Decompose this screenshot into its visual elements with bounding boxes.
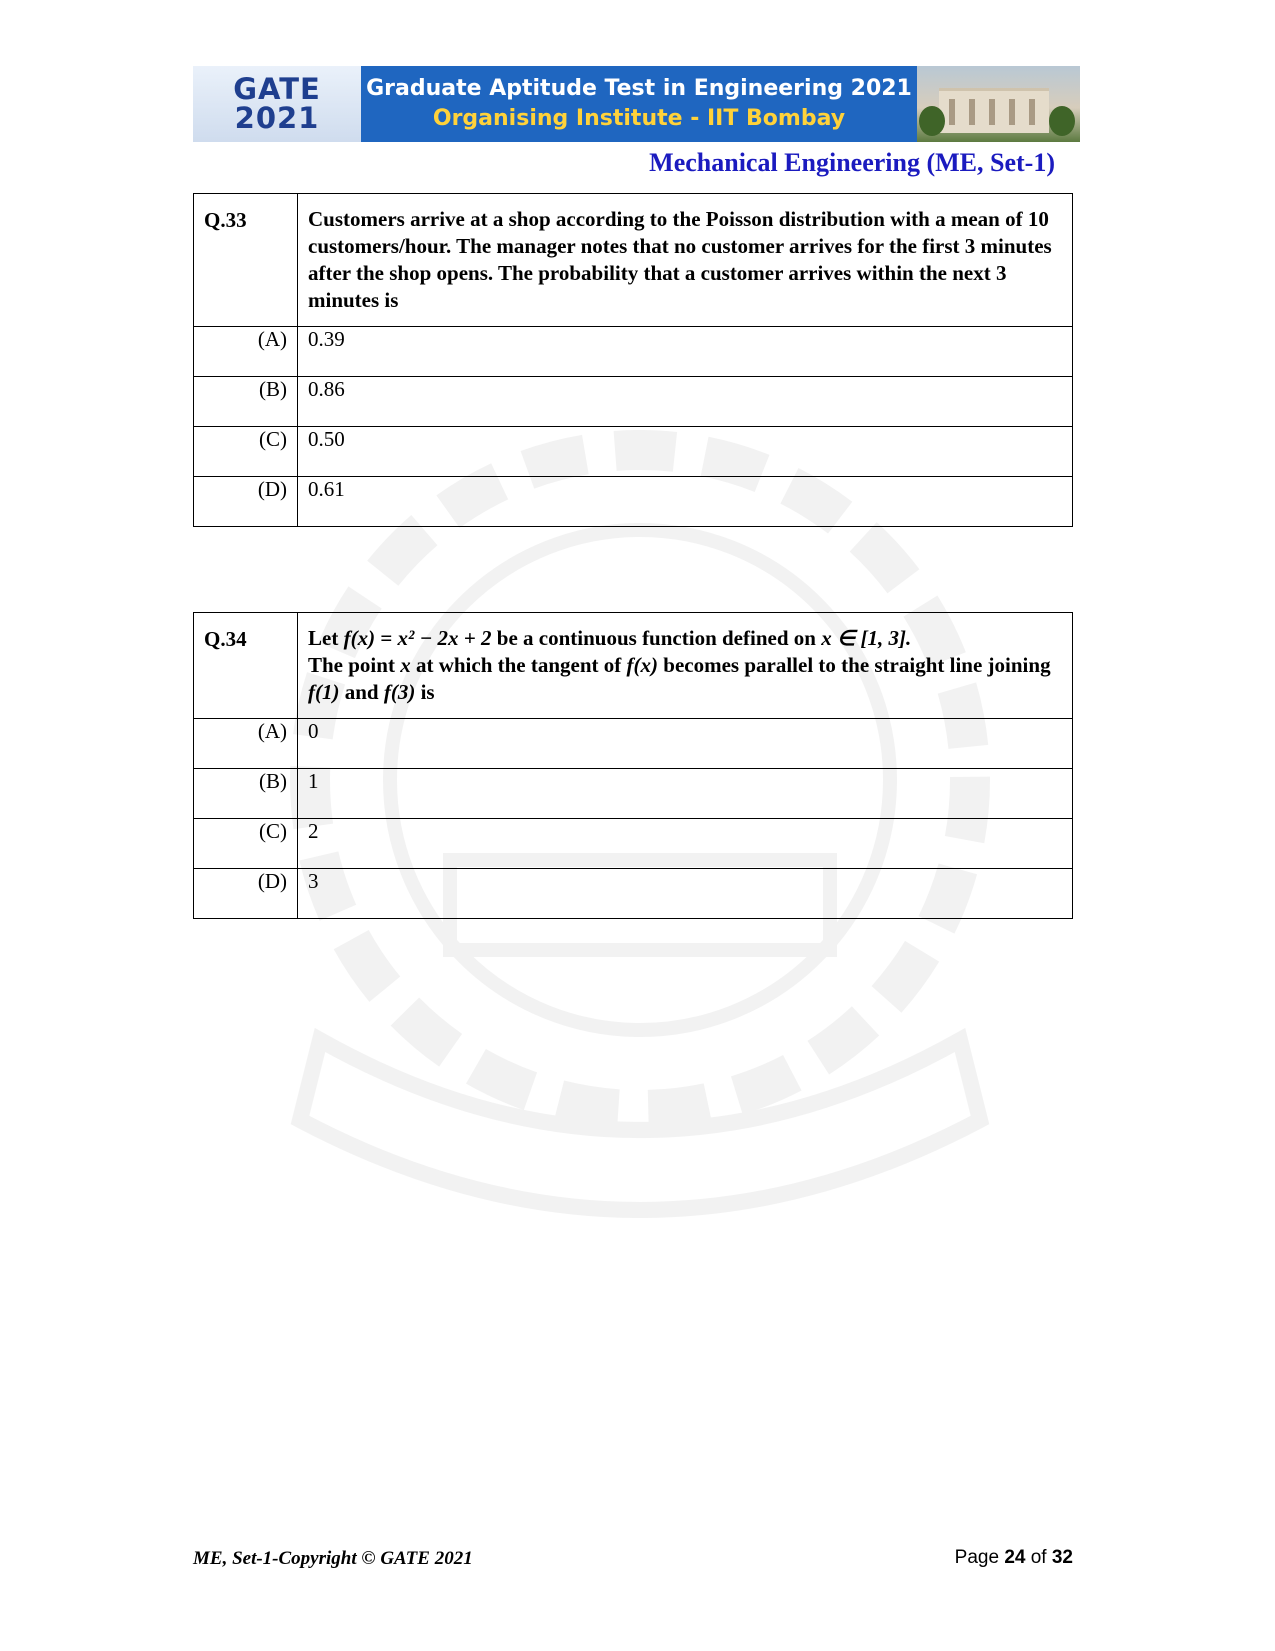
option-value: 0.86 bbox=[298, 377, 1073, 427]
option-value: 2 bbox=[298, 819, 1073, 869]
option-value: 0.61 bbox=[298, 477, 1073, 527]
question-number: Q.34 bbox=[194, 613, 298, 719]
option-value: 0 bbox=[298, 719, 1073, 769]
option-label: (A) bbox=[194, 719, 298, 769]
option-label: (C) bbox=[194, 427, 298, 477]
option-label: (C) bbox=[194, 819, 298, 869]
gate-header-banner bbox=[193, 66, 1080, 142]
option-value: 1 bbox=[298, 769, 1073, 819]
logo-line-gate: GATE bbox=[233, 72, 321, 106]
option-value: 0.50 bbox=[298, 427, 1073, 477]
option-label: (A) bbox=[194, 327, 298, 377]
option-label: (B) bbox=[194, 769, 298, 819]
footer-copyright: ME, Set-1-Copyright © GATE 2021 bbox=[193, 1548, 473, 1569]
question-table-34 bbox=[193, 612, 1073, 919]
question-text: Let f(x) = x² − 2x + 2 be a continuous function defined on x ∈ [1, 3]. The point x at which the tangent of f(x) becomes parallel to the straight line joining f(1) and f(3) is bbox=[298, 613, 1073, 719]
option-label: (D) bbox=[194, 477, 298, 527]
question-table-33 bbox=[193, 193, 1073, 527]
institute-building-photo bbox=[917, 66, 1080, 142]
question-number: Q.33 bbox=[194, 194, 298, 327]
option-label: (B) bbox=[194, 377, 298, 427]
logo-line-year: 2021 bbox=[234, 101, 320, 135]
option-value: 3 bbox=[298, 869, 1073, 919]
option-label: (D) bbox=[194, 869, 298, 919]
option-value: 0.39 bbox=[298, 327, 1073, 377]
gate-2021-logo bbox=[193, 66, 361, 142]
banner-subtitle: Organising Institute - IIT Bombay bbox=[432, 106, 846, 131]
banner-title: Graduate Aptitude Test in Engineering 2021 bbox=[366, 76, 912, 101]
question-text: Customers arrive at a shop according to the Poisson distribution with a mean of 10 customers/hour. The manager notes that no customer arrives for the first 3 minutes after the shop opens. The probability that a customer arrives within the next 3 minutes is bbox=[298, 194, 1073, 327]
footer-page-number: Page 24 of 32 bbox=[954, 1547, 1073, 1568]
banner-text-block bbox=[361, 66, 917, 142]
subject-heading: Mechanical Engineering (ME, Set-1) bbox=[649, 148, 1055, 177]
